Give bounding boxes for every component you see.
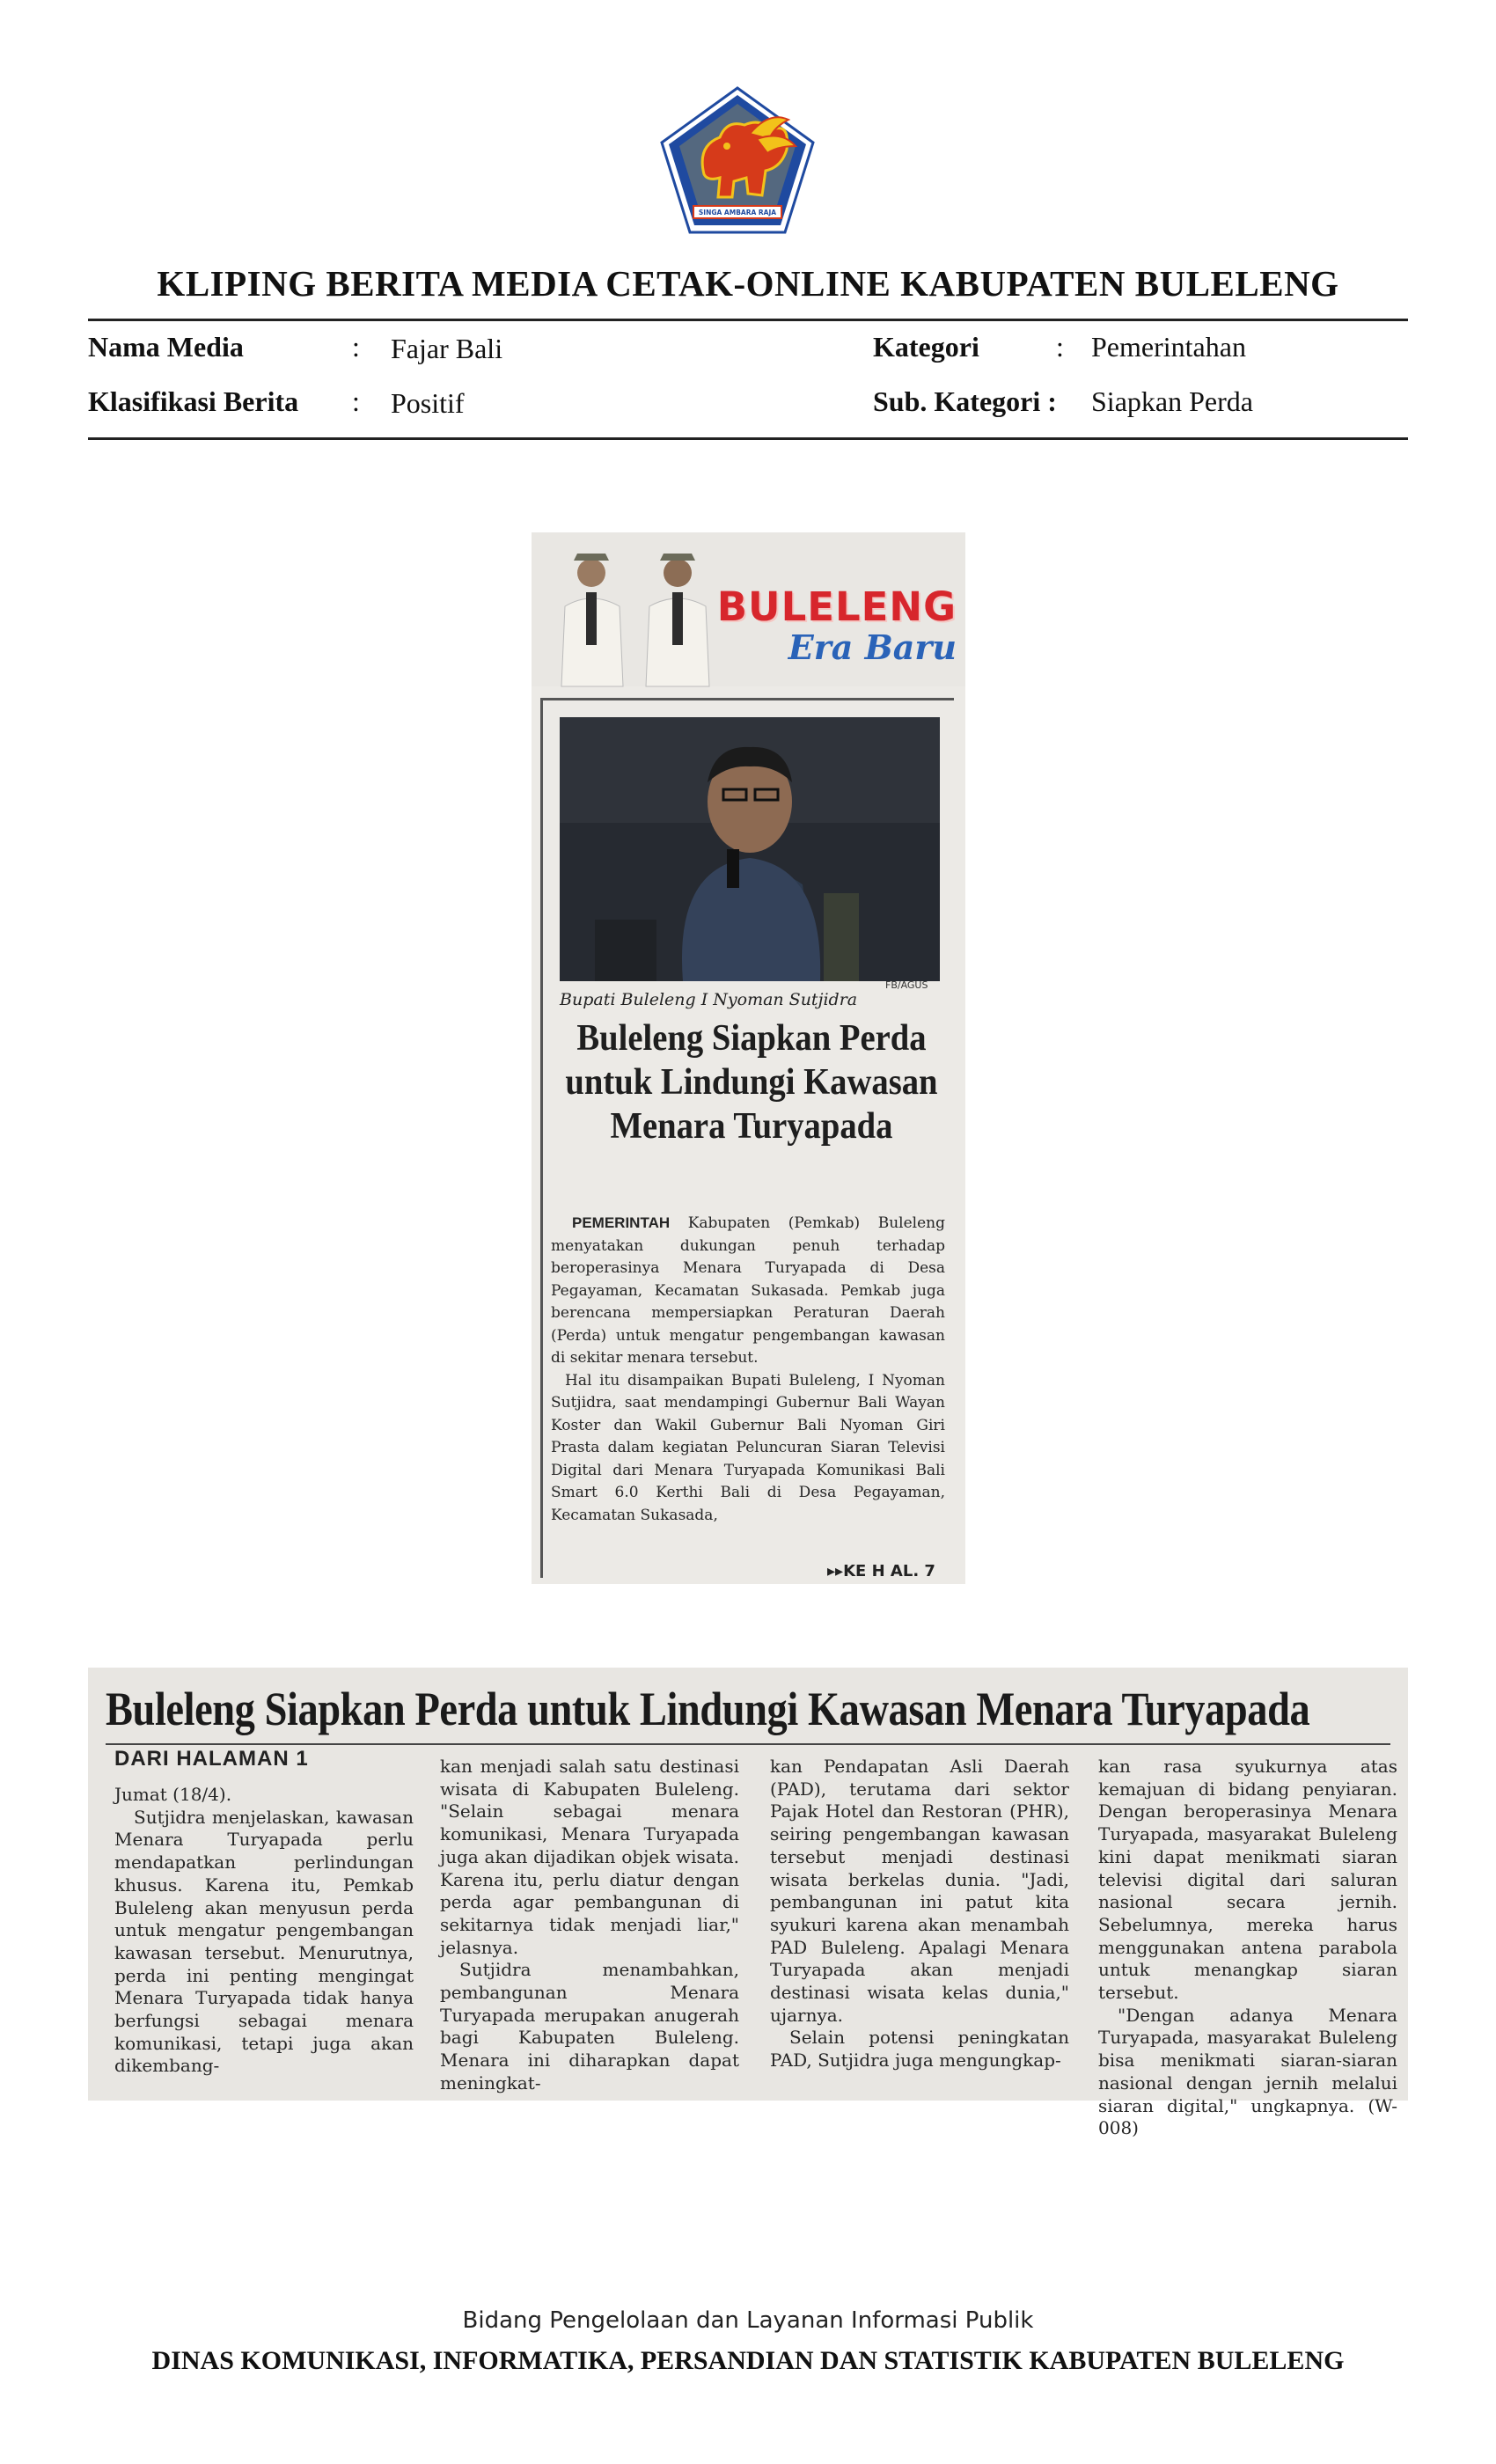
column-paragraph: kan Pendapatan Asli Daerah (PAD), terutama dari sektor Pajak Hotel dan Restoran (PHR), seiring pengembangan kawasan tersebut menjadi destinasi wisata berkelas dunia. "Jadi, pembangunan ini patut kita syukuri karena akan menambah PAD Buleleng. Apalagi Menara Turyapada akan menjadi destinasi wisata kelas dunia," ujarnya. [770,1756,1069,2026]
continuation-headline: Buleleng Siapkan Perda untuk Lindungi Kawasan Menara Turyapada [106,1683,1310,1735]
footer-unit: Bidang Pengelolaan dan Layanan Informasi Publik [462,2307,1034,2334]
article-top-border [540,698,954,700]
text-column-4 [1098,1756,1397,2140]
newspaper-clipping-continuation [88,1668,1408,2139]
article-headline: Buleleng Siapkan Perda untuk Lindungi Kawasan Menara Turyapada [565,1018,938,1147]
media-separator: : [352,331,360,363]
newspaper-clipping-front [532,532,965,1584]
regent-photo [560,717,940,981]
masthead-subtitle: Era Baru [788,627,957,667]
column-paragraph: kan menjadi salah satu destinasi wisata di Kabupaten Buleleng. "Selain sebagai menara komunikasi, Menara Turyapada juga akan dijadikan objek wisata. Karena itu, perlu diatur dengan perda agar pembangunan di sekitarnya tidak menjadi liar," jelasnya. [440,1756,739,1958]
from-page-label: DARI HALAMAN 1 [114,1747,309,1771]
column-paragraph: Sutjidra menambahkan, pembangunan Menara Turyapada merupakan anugerah bagi Kabupaten Buleleng. Menara ini diharapkan dapat meningkat- [440,1959,739,2094]
subkategori-label: Sub. Kategori : [873,385,1057,417]
klasifikasi-value: Positif [391,387,465,419]
subkategori-value: Siapkan Perda [1091,385,1253,417]
header-top-rule [88,319,1408,321]
header-bottom-rule [88,437,1408,440]
photo-credit: FB/AGUS [885,979,928,991]
column-paragraph: Sutjidra menjelaskan, kawasan Menara Turyapada perlu mendapatkan perlindungan khusus. Karena itu, Pemkab Buleleng akan menyusun perda untuk mengatur pengembangan kawasan tersebut. Menurutnya, perda ini penting mengingat Menara Turyapada tidak hanya berfungsi sebagai menara komunikasi, tetapi juga akan dikembang- [114,1806,414,2077]
column-paragraph: Selain potensi peningkatan PAD, Sutjidra juga mengungkap- [770,2027,1069,2072]
kategori-separator: : [1056,331,1064,363]
kategori-label: Kategori [873,331,979,363]
buleleng-regency-logo [658,84,817,236]
text-column-3 [770,1756,1069,2072]
document-title: KLIPING BERITA MEDIA CETAK-ONLINE KABUPATEN BULELENG [157,263,1339,304]
text-column-2 [440,1756,739,2095]
column-masthead [532,532,965,686]
column-paragraph: kan rasa syukurnya atas kemajuan di bidang penyiaran. Dengan beroperasinya Menara Turyapada, masyarakat Buleleng kini dapat menikmati siaran televisi digital dari saluran nasional secara jernih. Sebelumnya, mereka harus menggunakan antena parabola untuk menangkap siaran tersebut. [1098,1756,1397,2004]
kategori-value: Pemerintahan [1091,331,1246,363]
article-paragraph: Hal itu disampaikan Bupati Buleleng, I Nyoman Sutjidra, saat mendampingi Gubernur Bali Wayan Koster dan Wakil Gubernur Bali Nyoman Giri Prasta dalam kegiatan Peluncuran Siaran Televisi Digital dari Menara Turyapada Komunikasi Bali Smart 6.0 Kerthi Bali di Desa Pegayaman, Kecamatan Sukasada, [551,1371,945,1524]
text-column-1 [114,1784,414,2078]
klasifikasi-label: Klasifikasi Berita [88,385,299,417]
media-value: Fajar Bali [391,333,503,364]
paragraph-text: Kabupaten (Pemkab) Buleleng menyatakan dukungan penuh terhadap beroperasinya Menara Turyapada di Desa Pegayaman, Kecamatan Sukasada. Pemkab juga berencana mempersiapkan Peraturan Daerah (Perda) untuk mengatur pengembangan kawasan di sekitar menara tersebut. [551,1214,945,1367]
lead-word: PEMERINTAH [572,1214,671,1231]
footer-office: DINAS KOMUNIKASI, INFORMATIKA, PERSANDIAN DAN STATISTIK KABUPATEN BULELENG [151,2346,1345,2375]
photo-caption: Bupati Buleleng I Nyoman Sutjidra [560,990,858,1009]
headline-rule [106,1743,1390,1745]
article-left-border [540,698,543,1578]
masthead-brand: BULELENG [716,583,957,630]
article-body [551,1212,945,1527]
column-paragraph: Jumat (18/4). [114,1784,232,1805]
klasifikasi-separator: : [352,385,360,417]
media-label: Nama Media [88,331,244,363]
column-paragraph: "Dengan adanya Menara Turyapada, masyarakat Buleleng bisa menikmati siaran-siaran nasional dengan jernih melalui siaran digital," ungkapnya. (W-008) [1098,2004,1397,2139]
article-paragraph [551,1212,945,1370]
logo-motto: SINGA AMBARA RAJA [698,209,777,216]
continued-reference: ▸▸KE H AL. 7 [827,1562,935,1580]
officials-photo [539,541,723,686]
